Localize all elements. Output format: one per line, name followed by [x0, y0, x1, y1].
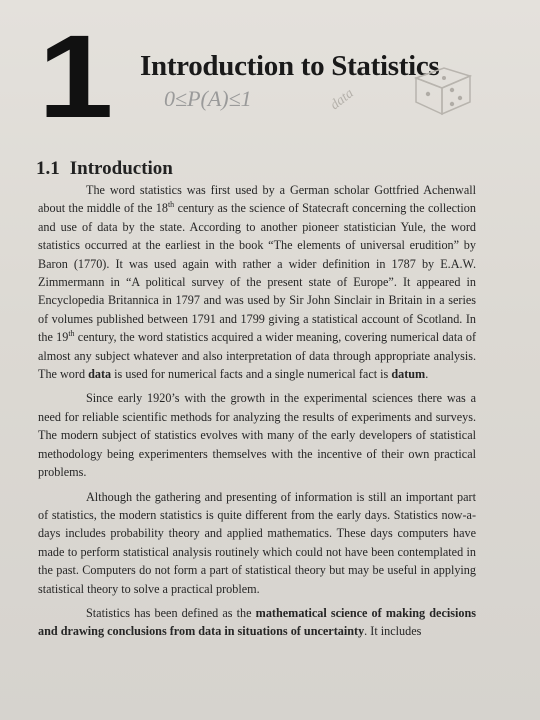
p1-text-4: is used for numerical facts and a single numerical fact is [111, 367, 392, 382]
p1-bold-data: data [88, 367, 112, 382]
p1-text-1: The word statistics was first used by a German scholar Gottfried Achenwall about the middle of the 18 [38, 183, 476, 216]
chapter-title: Introduction to Statistics [140, 50, 440, 82]
p1-text-3: century, the word statistics acquired a wider meaning, covering numerical data of almost any subject whatever and also interpretation of data through appropriate analysis. The word [38, 330, 476, 382]
p1-sup-2: th [68, 329, 75, 339]
paragraph-2: Since early 1920’s with the growth in the experimental sciences there was a need for reliable scientific methods for analyzing the results of experiments and surveys. The modern subject of statistics evolves with many of the early developers of statistical methodology being experimenters themselves with the incentive of their own practical problems. [38, 391, 476, 480]
section-heading [36, 158, 173, 180]
p1-text-5: . [425, 367, 429, 382]
p1-text-2: century as the science of Statecraft concerning the collection and use of data by the state. According to another pioneer statistician Yule, the word statistics occurred at the earliest in the book “The elements of universal erudition” by Baron (1770). It was used again with rather a wider definition in 1787 by E.A.W. Zimmermann in “A political survey of the present state of Europe”. It appeared in Encyclopedia Britannica in 1797 and was used by Sir John Sinclair in Britain in a series of volumes published between 1791 and 1799 giving a statistical account of Scotland. In the 19 [38, 201, 476, 345]
chapter-number: 1 [38, 11, 107, 143]
body-text [38, 181, 476, 647]
paragraph-1 [38, 181, 476, 383]
decoration-text: data [327, 86, 357, 114]
paragraph-4 [38, 604, 476, 641]
probability-formula: 0≤P(A)≤1 [164, 86, 252, 111]
p4-text-2: . It includes [364, 624, 422, 639]
p1-sup-1: th [167, 200, 175, 210]
paragraph-3: Although the gathering and presenting of information is still an important part of statistics, the modern statistics is quite different from the early days. Statistics now-a-days includes probability theory and applied mathematics. These days computers have made to perform statistical analysis routinely which could not have been contemplated in the past. Computers do not form a part of statistical theory but may be useful in applying statistical theory to solve a practical problem. [38, 489, 476, 596]
p4-bold-definition: mathematical science of making decisions and drawing conclusions from data in situations of uncertainty [38, 605, 476, 639]
p1-bold-datum: datum [391, 367, 426, 382]
section-title: Introduction [69, 158, 173, 179]
p4-text-1: Statistics has been defined as the [86, 605, 256, 620]
section-number: 1.1 [36, 158, 60, 179]
dice-icon [408, 60, 476, 116]
